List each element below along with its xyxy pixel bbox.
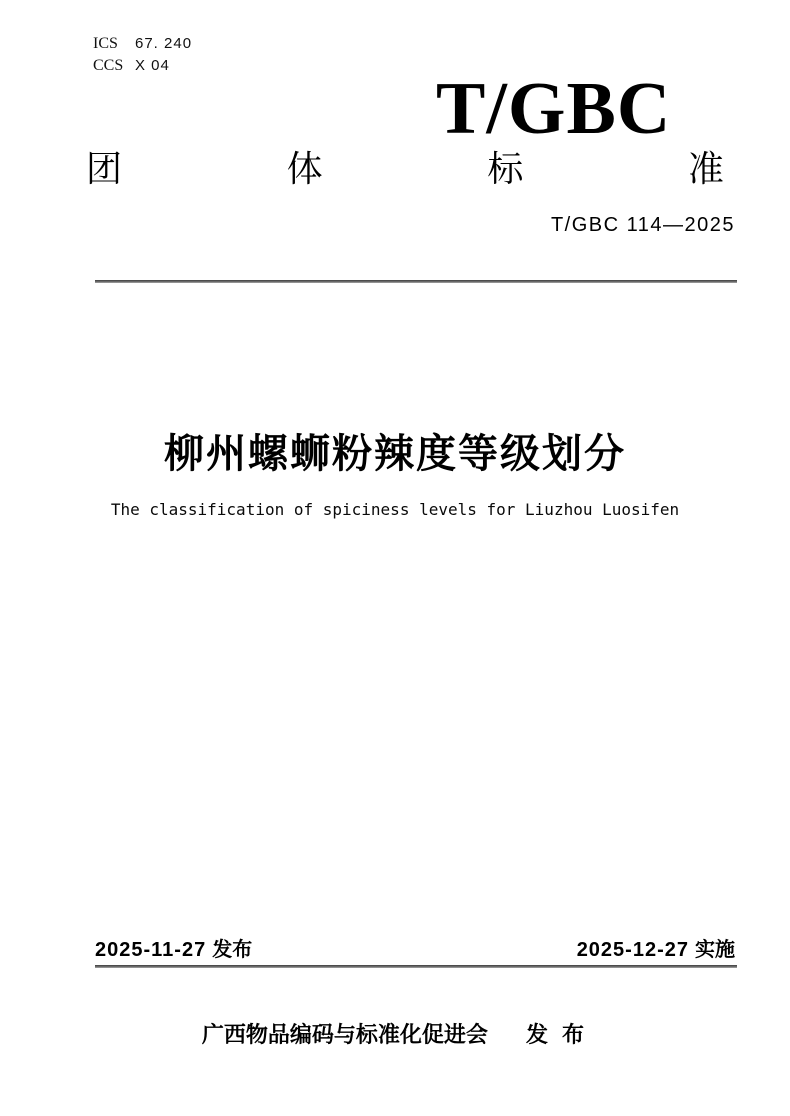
standard-number: T/GBC 114—2025 [550,214,735,236]
issue-label: 发布 [212,939,253,961]
issue-date-group [95,938,252,962]
ics-label: ICS [93,35,118,52]
publisher-name: 广西物品编码与标准化促进会 [201,1022,488,1047]
ccs-label: CCS [93,57,124,74]
standard-type-char: 标 [487,148,524,189]
standard-type-row [86,148,724,189]
publisher-row [0,1018,790,1049]
ccs-value: X 04 [135,57,170,74]
issue-date: 2025-11-27 [95,939,207,961]
standard-type-char: 体 [286,148,323,189]
bottom-rule [95,965,737,968]
implementation-date-group [577,938,735,962]
document-title-zh: 柳州螺蛳粉辣度等级划分 [164,432,626,476]
implementation-date: 2025-12-27 [576,939,689,961]
standard-type-char: 团 [86,148,123,189]
document-title-en: The classification of spiciness levels for Liuzhou Luosifen [110,500,680,519]
classification-codes [93,33,192,77]
ccs-code [93,55,192,77]
top-rule [95,280,737,283]
publish-action-label: 发 布 [525,1022,589,1047]
dates-row [95,938,735,962]
ics-code [93,33,192,55]
standard-type-char: 准 [687,148,724,189]
implementation-label: 实施 [695,939,735,961]
tgbc-logotype: T/GBC [436,68,672,150]
ics-value: 67. 240 [135,35,193,52]
